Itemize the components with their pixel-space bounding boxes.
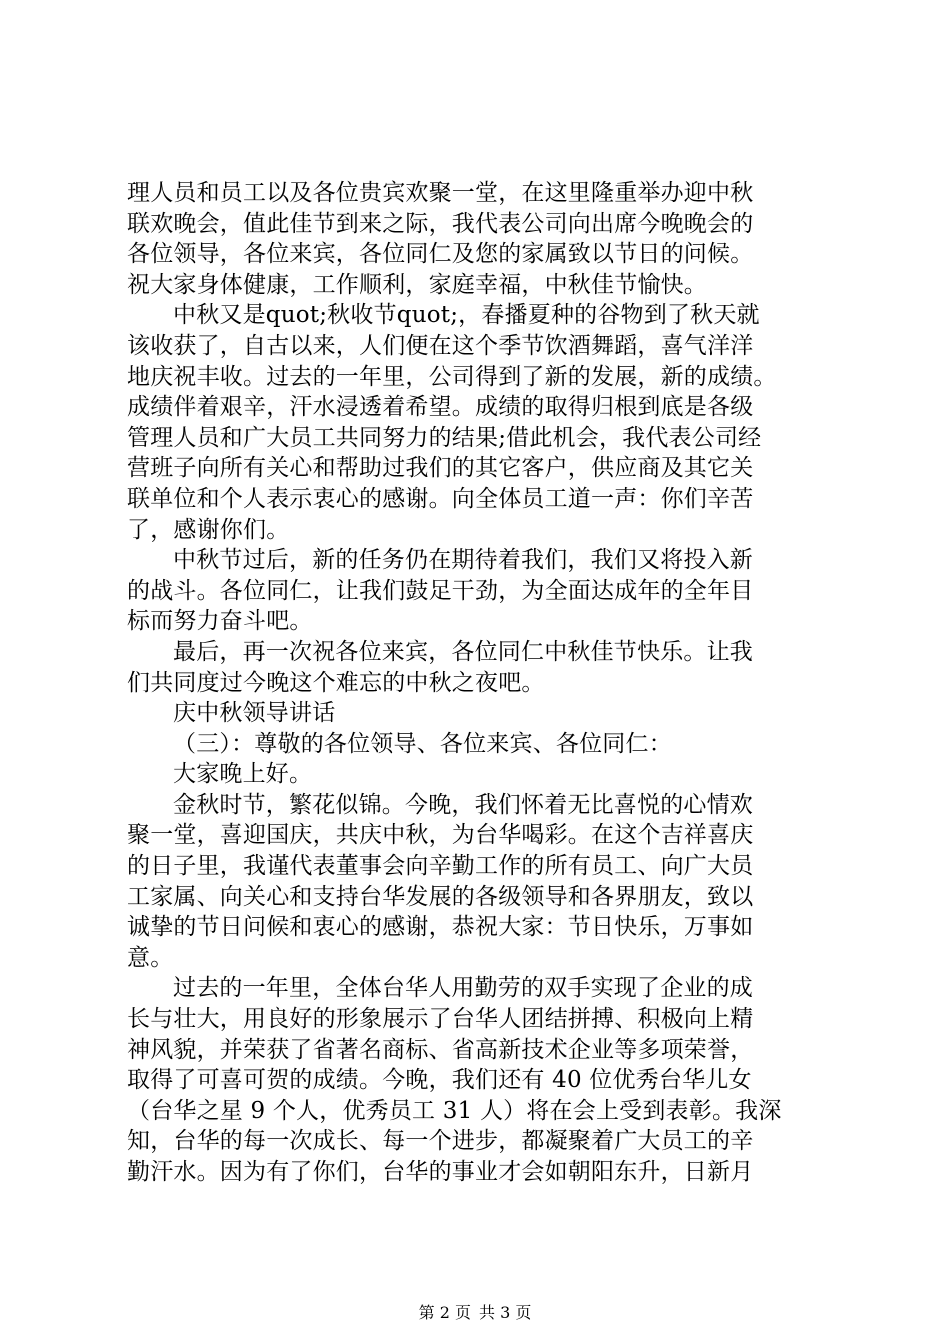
text-line: 祝大家身体健康，工作顺利，家庭幸福，中秋佳节愉快。 bbox=[127, 271, 707, 298]
text-line: 知，台华的每一次成长、每一个进步，都凝聚着广大员工的辛 bbox=[127, 1128, 754, 1155]
body-text bbox=[127, 178, 837, 1188]
text-line: 联单位和个人表示衷心的感谢。向全体员工道一声：你们辛苦 bbox=[127, 485, 754, 512]
text-line: 标而努力奋斗吧。 bbox=[127, 608, 313, 635]
text-line: 大家晚上好。 bbox=[173, 761, 313, 788]
text-line: 营班子向所有关心和帮助过我们的其它客户，供应商及其它关 bbox=[127, 455, 754, 482]
page-total: 共 3 页 bbox=[479, 1303, 532, 1322]
text-line: 诚挚的节日问候和衷心的感谢，恭祝大家：节日快乐，万事如 bbox=[127, 914, 754, 941]
text-line: 管理人员和广大员工共同努力的结果;借此机会，我代表公司经 bbox=[127, 424, 762, 451]
text-line: 工家属、向关心和支持台华发展的各级领导和各界朋友，致以 bbox=[127, 883, 754, 910]
text-line: 该收获了，自古以来，人们便在这个季节饮酒舞蹈，喜气洋洋 bbox=[127, 332, 754, 359]
text-line: 长与壮大，用良好的形象展示了台华人团结拼搏、积极向上精 bbox=[127, 1006, 754, 1033]
text-line: 中秋又是quot;秋收节quot;，春播夏种的谷物到了秋天就 bbox=[173, 302, 760, 329]
page-number: 第 2 页 bbox=[418, 1303, 471, 1322]
text-line: 地庆祝丰收。过去的一年里，公司得到了新的发展，新的成绩。 bbox=[127, 363, 777, 390]
text-line: （台华之星 9 个人，优秀员工 31 人）将在会上受到表彰。我深 bbox=[127, 1097, 782, 1124]
text-line: 聚一堂，喜迎国庆，共庆中秋，为台华喝彩。在这个吉祥喜庆 bbox=[127, 822, 754, 849]
text-line: （三）：尊敬的各位领导、各位来宾、各位同仁： bbox=[173, 730, 672, 757]
text-line: 最后，再一次祝各位来宾，各位同仁中秋佳节快乐。让我 bbox=[173, 638, 753, 665]
text-line: 的日子里，我谨代表董事会向辛勤工作的所有员工、向广大员 bbox=[127, 853, 754, 880]
text-line: 成绩伴着艰辛，汗水浸透着希望。成绩的取得归根到底是各级 bbox=[127, 394, 754, 421]
text-line: 联欢晚会，值此佳节到来之际，我代表公司向出席今晚晚会的 bbox=[127, 210, 754, 237]
text-line: 意。 bbox=[127, 944, 174, 971]
text-line: 取得了可喜可贺的成绩。今晚，我们还有 40 位优秀台华儿女 bbox=[127, 1067, 752, 1094]
text-line: 理人员和员工以及各位贵宾欢聚一堂，在这里隆重举办迎中秋 bbox=[127, 180, 754, 206]
text-line: 了，感谢你们。 bbox=[127, 516, 290, 543]
page-footer bbox=[0, 1303, 950, 1323]
text-line: 中秋节过后，新的任务仍在期待着我们，我们又将投入新 bbox=[173, 547, 753, 574]
text-line: 勤汗水。因为有了你们，台华的事业才会如朝阳东升，日新月 bbox=[127, 1159, 754, 1185]
text-line: 各位领导，各位来宾，各位同仁及您的家属致以节日的问候。 bbox=[127, 241, 754, 268]
text-line: 的战斗。各位同仁，让我们鼓足干劲，为全面达成年的全年目 bbox=[127, 577, 754, 604]
text-line: 金秋时节，繁花似锦。今晚，我们怀着无比喜悦的心情欢 bbox=[173, 791, 753, 818]
text-line: 庆中秋领导讲话 bbox=[173, 700, 336, 727]
text-line: 过去的一年里，全体台华人用勤劳的双手实现了企业的成 bbox=[173, 975, 753, 1002]
text-line: 们共同度过今晚这个难忘的中秋之夜吧。 bbox=[127, 669, 545, 696]
text-line: 神风貌，并荣获了省著名商标、省高新技术企业等多项荣誉， bbox=[127, 1036, 754, 1063]
